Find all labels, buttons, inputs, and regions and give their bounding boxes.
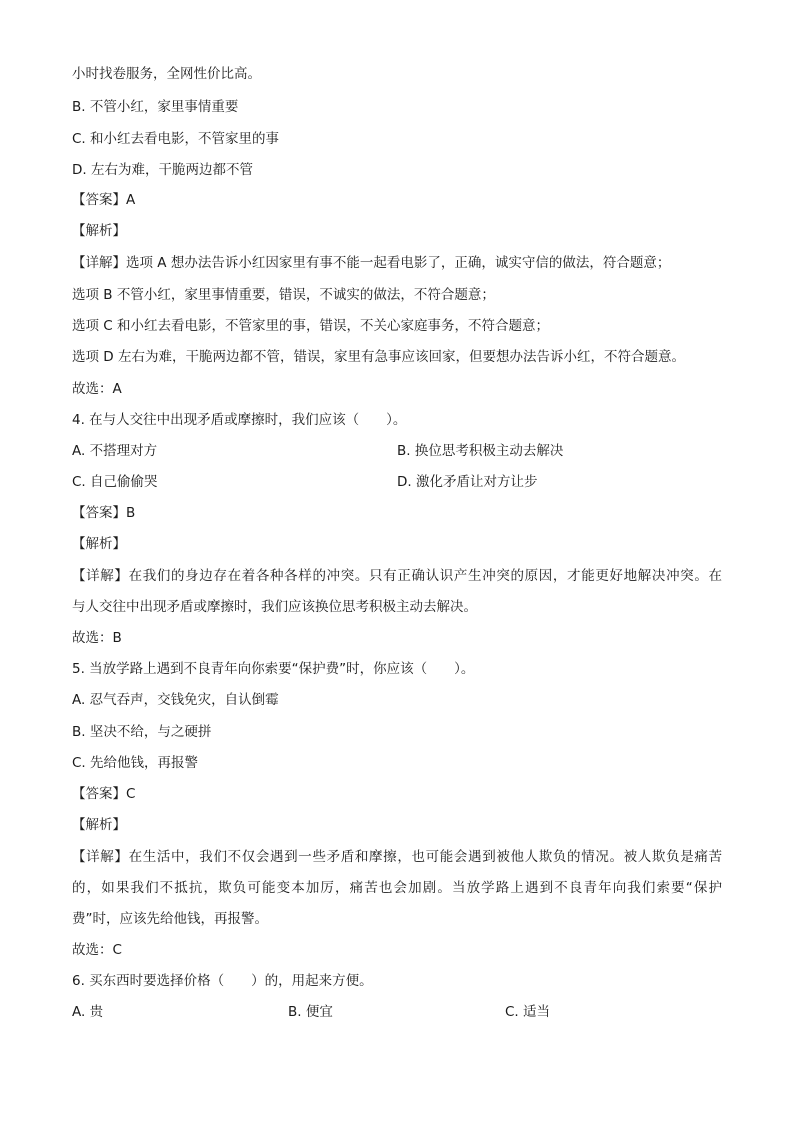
q3-option-d: D. 左右为难，干脆两边都不管 (72, 162, 253, 178)
q3-option-c: C. 和小红去看电影，不管家里的事 (72, 131, 280, 147)
q3-option-a-continuation: 小时找卷服务，全网性价比高。 (72, 66, 261, 82)
q5-answer: 【答案】C (72, 786, 136, 802)
q6-option-b: B. 便宜 (288, 1004, 333, 1020)
q3-detail-line-3: 选项 C 和小红去看电影，不管家里的事，错误，不关心家庭事务，不符合题意； (72, 318, 550, 334)
q3-detail-line-1: 【详解】选项 A 想办法告诉小红因家里有事不能一起看电影了，正确，诚实守信的做法，符合题意； (72, 255, 671, 271)
q4-answer: 【答案】B (72, 505, 136, 521)
q5-analysis-heading: 【解析】 (72, 817, 126, 833)
q6-option-c: C. 适当 (505, 1004, 551, 1020)
q5-detail-line-3: 费”时，应该先给他钱，再报警。 (72, 911, 268, 927)
q4-detail-line-1: 【详解】在我们的身边存在着各种各样的冲突。只有正确认识产生冲突的原因，才能更好地解决冲突。在 (72, 568, 722, 584)
q4-option-d: D. 激化矛盾让对方让步 (397, 474, 538, 490)
q3-analysis-heading: 【解析】 (72, 223, 126, 239)
q6-option-a: A. 贵 (72, 1004, 104, 1020)
q3-choose: 故选：A (72, 381, 122, 397)
q5-option-a: A. 忍气吞声，交钱免灾，自认倒霉 (72, 692, 279, 708)
q5-option-b: B. 坚决不给，与之硬拼 (72, 724, 212, 740)
q5-choose: 故选：C (72, 942, 122, 958)
q4-question: 4. 在与人交往中出现矛盾或摩擦时，我们应该（ ）。 (72, 412, 407, 428)
q3-option-b: B. 不管小红，家里事情重要 (72, 99, 239, 115)
q3-detail-line-2: 选项 B 不管小红，家里事情重要，错误，不诚实的做法，不符合题意； (72, 287, 495, 303)
q5-detail-line-2: 的，如果我们不抵抗，欺负可能变本加厉，痛苦也会加剧。当放学路上遇到不良青年向我们索要“保护 (72, 880, 722, 896)
q4-choose: 故选：B (72, 630, 122, 646)
q3-answer: 【答案】A (72, 192, 136, 208)
q5-detail-line-1: 【详解】在生活中，我们不仅会遇到一些矛盾和摩擦，也可能会遇到被他人欺负的情况。被人欺负是痛苦 (72, 849, 722, 865)
q6-question: 6. 买东西时要选择价格（ ）的，用起来方便。 (72, 973, 373, 989)
q4-option-c: C. 自己偷偷哭 (72, 474, 158, 490)
q4-analysis-heading: 【解析】 (72, 536, 126, 552)
q4-detail-line-2: 与人交往中出现矛盾或摩擦时，我们应该换位思考积极主动去解决。 (72, 599, 477, 615)
q4-option-a: A. 不搭理对方 (72, 443, 158, 459)
q5-question: 5. 当放学路上遇到不良青年向你索要“保护费”时，你应该（ ）。 (72, 661, 475, 677)
q5-option-c: C. 先给他钱，再报警 (72, 755, 199, 771)
q3-detail-line-4: 选项 D 左右为难，干脆两边都不管，错误，家里有急事应该回家，但要想办法告诉小红，不符合题意。 (72, 349, 685, 365)
q4-option-b: B. 换位思考积极主动去解决 (397, 443, 564, 459)
